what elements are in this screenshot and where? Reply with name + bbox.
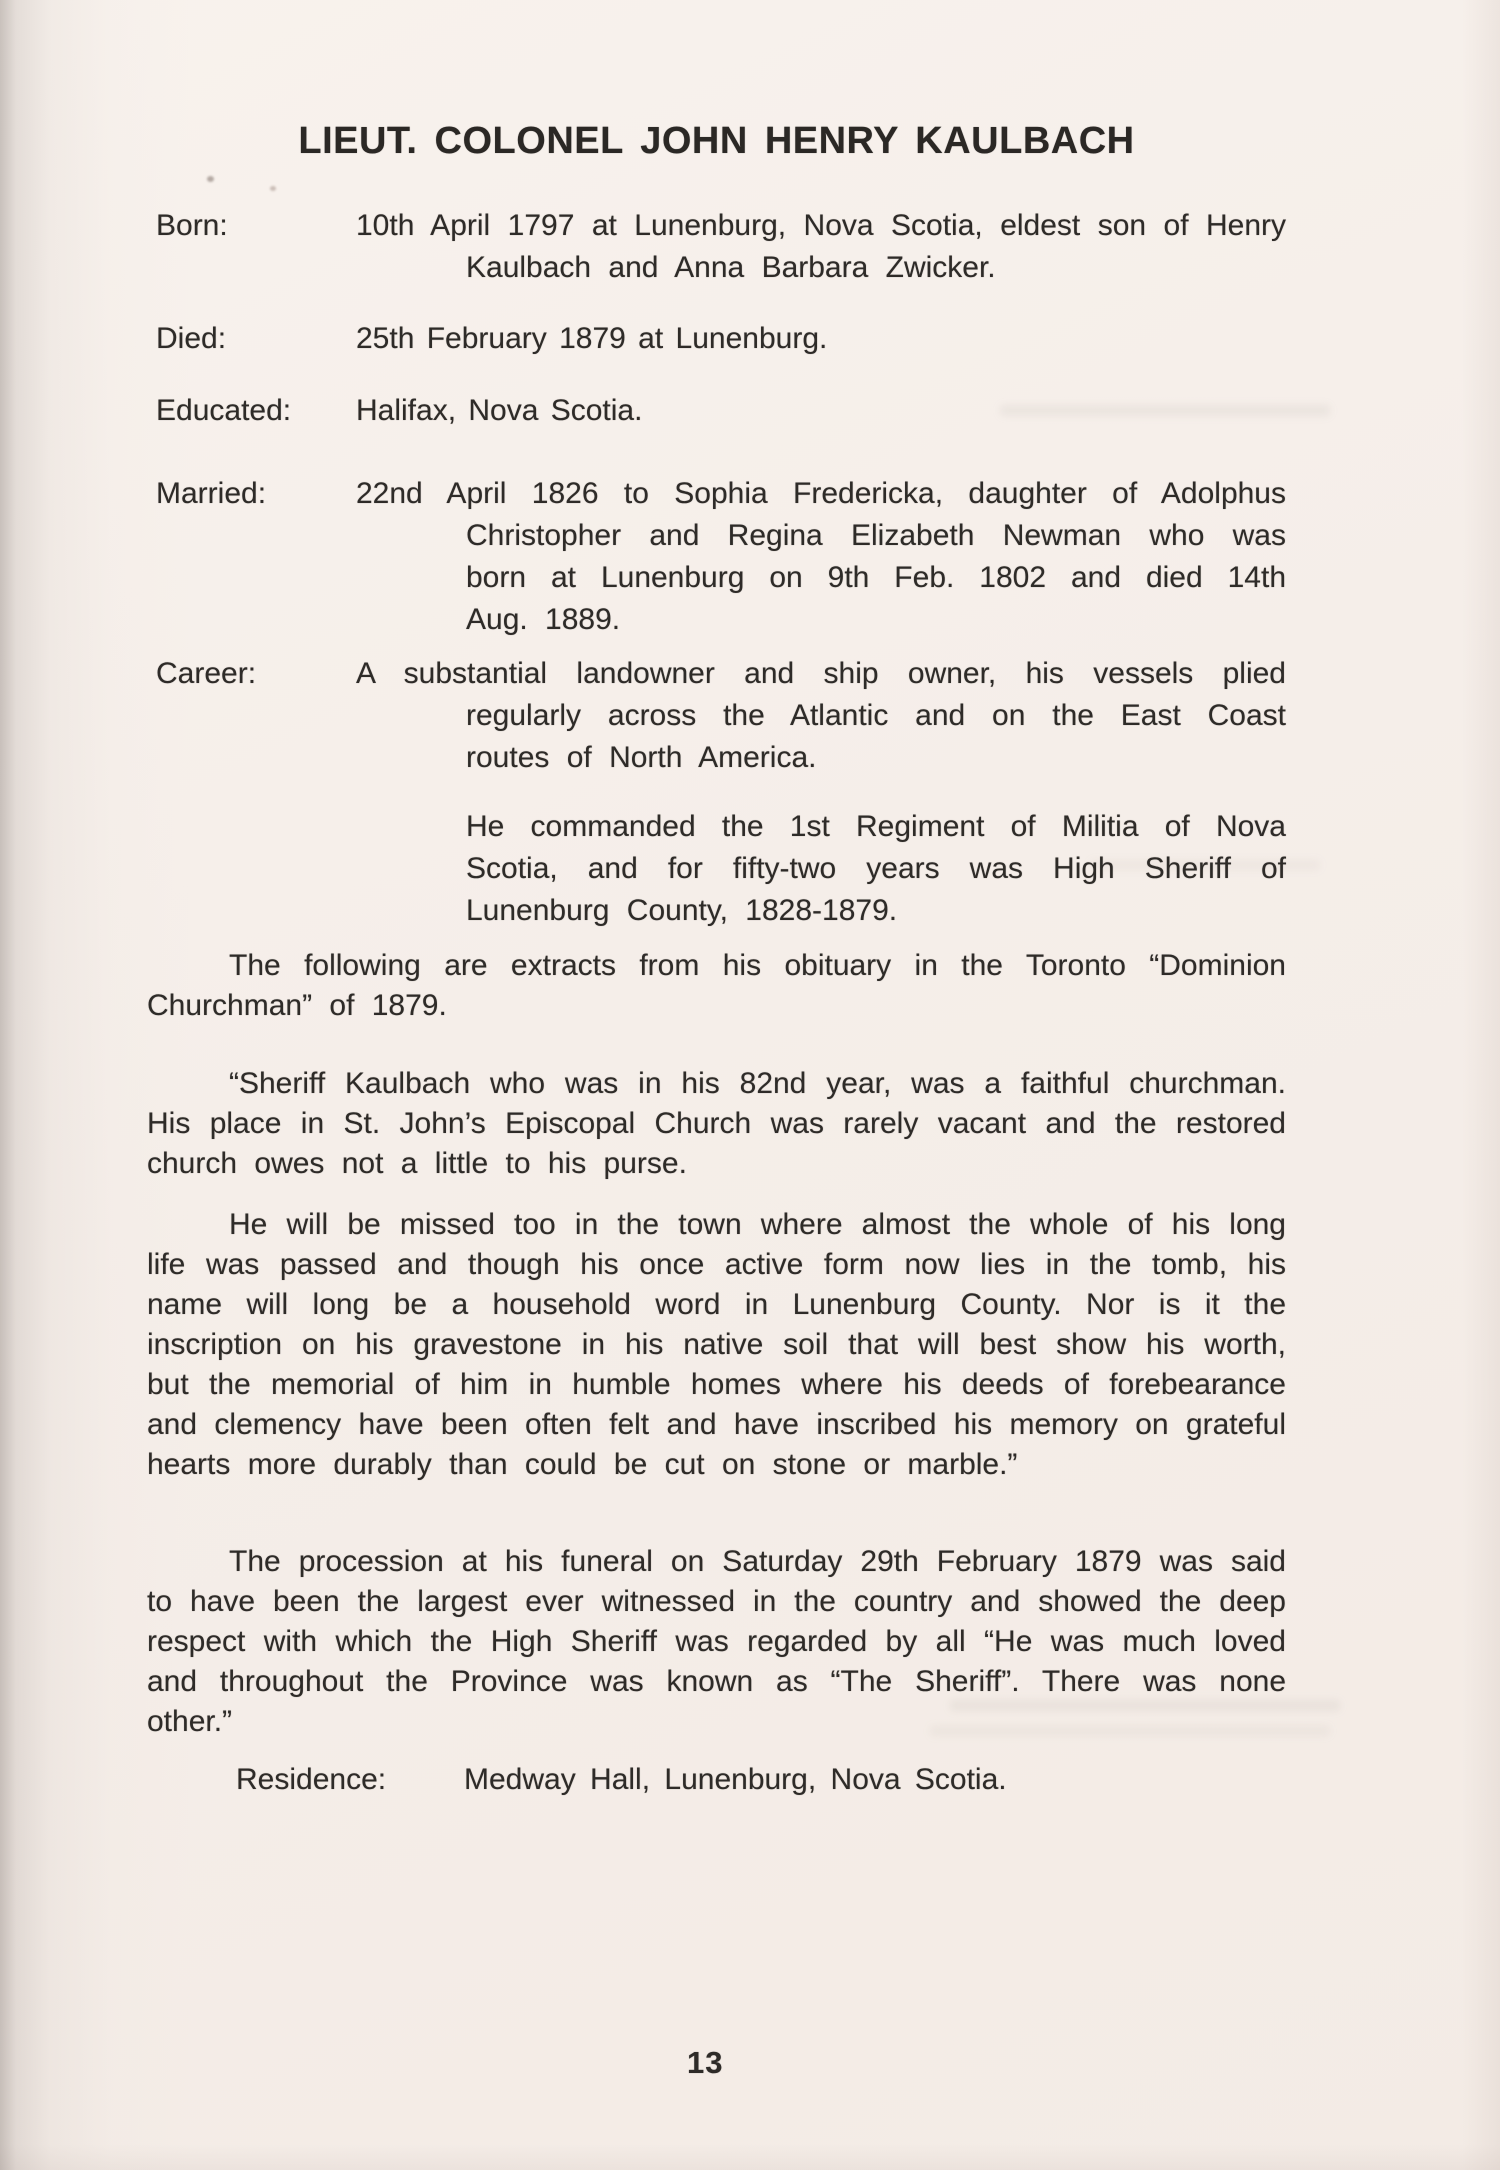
field-value-married: 22nd April 1826 to Sophia Fredericka, daughter of Adolphus Christopher and Regina Elizabeth Newman who was born at Lunenburg on 9th Feb. 1802 and died 14th Aug. 1889. bbox=[356, 477, 1286, 636]
field-label-born: Born: bbox=[156, 209, 228, 242]
paper-speck bbox=[207, 176, 214, 182]
field-value-died: 25th February 1879 at Lunenburg. bbox=[356, 322, 828, 355]
residence-label: Residence: bbox=[236, 1763, 387, 1796]
field-value-educated: Halifax, Nova Scotia. bbox=[356, 394, 643, 427]
paper-speck bbox=[270, 186, 276, 191]
field-label-died: Died: bbox=[156, 322, 227, 355]
residence-value: Medway Hall, Lunenburg, Nova Scotia. bbox=[464, 1763, 1007, 1796]
field-label-career: Career: bbox=[156, 657, 257, 690]
obituary-extract-paragraph-2: He will be missed too in the town where almost the whole of his long life was passed and though his once active form now lies in the tomb, his name will long be a household word in Lunenburg County. Nor is it the inscription on his gravestone in his native soil that will best show his worth, but the memorial of him in humble homes where his deeds of forebearance and clemency have been often felt and have inscribed his memory on grateful hearts more durably than could be cut on stone or marble.” bbox=[147, 1208, 1286, 1481]
obituary-extract-paragraph-1: “Sheriff Kaulbach who was in his 82nd year, was a faithful churchman. His place in St. John’s Episcopal Church was rarely vacant and the restored church owes not a little to his purse. bbox=[147, 1067, 1286, 1180]
obituary-intro-paragraph: The following are extracts from his obituary in the Toronto “Dominion Churchman” of 1879. bbox=[147, 949, 1286, 1022]
field-value-born: 10th April 1797 at Lunenburg, Nova Scotia, eldest son of Henry Kaulbach and Anna Barbara Zwicker. bbox=[356, 209, 1286, 284]
page-number: 13 bbox=[687, 2045, 724, 2080]
field-value-career: A substantial landowner and ship owner, his vessels plied regularly across the Atlantic and on the East Coast routes of North America. bbox=[356, 657, 1286, 774]
bleed-through-ghost bbox=[1000, 405, 1330, 416]
field-label-educated: Educated: bbox=[156, 394, 292, 427]
field-value-career-paragraph-2: He commanded the 1st Regiment of Militia of Nova Scotia, and for fifty-two years was High Sheriff of Lunenburg County, 1828-1879. bbox=[466, 810, 1286, 927]
funeral-paragraph: The procession at his funeral on Saturday 29th February 1879 was said to have been the largest ever witnessed in the country and showed the deep respect with which the High Sheriff was regarded by all “He was much loved and throughout the Province was known as “The Sheriff”. There was none other.” bbox=[147, 1545, 1286, 1738]
field-label-married: Married: bbox=[156, 477, 267, 510]
page-title: LIEUT. COLONEL JOHN HENRY KAULBACH bbox=[298, 120, 1135, 162]
